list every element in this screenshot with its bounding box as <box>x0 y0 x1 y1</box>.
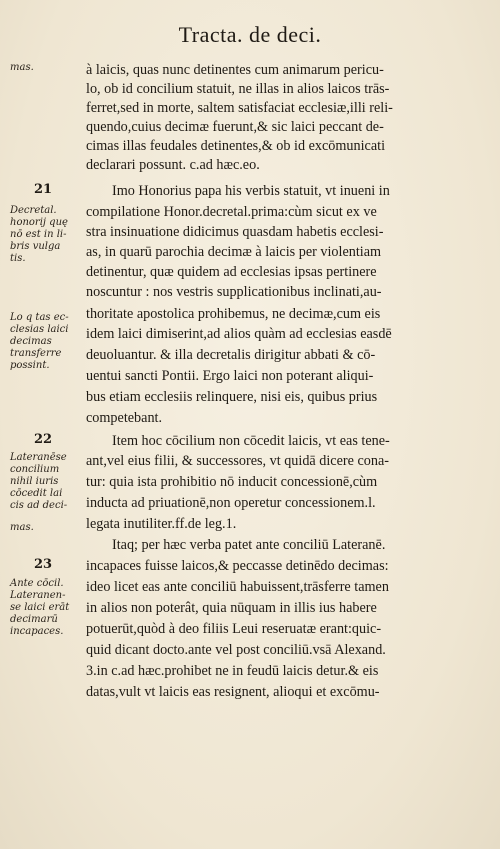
section-number: 22 <box>34 432 53 447</box>
margin-note <box>10 452 84 534</box>
text-line: noscuntur : nos vestris supplicationibus inclinati,au- <box>86 284 382 300</box>
text-line: in alios non poterât, quia nūquam in illis ius habere <box>86 600 377 616</box>
text-line: Itaq; per hæc verba patet ante conciliū Lateranē. <box>112 537 386 553</box>
text-line: compilatione Honor.decretal.prima:cùm sicut ex ve <box>86 204 377 220</box>
text-line: inducta ad priuationē,non operetur concessionem.l. <box>86 495 376 511</box>
text-line: potuerūt,quòd à deo filiis Leui reseruatæ erant:quic- <box>86 621 382 637</box>
margin-line: Lo q tas ec- <box>10 312 69 323</box>
text-line: à laicis, quas nunc detinentes cum animarum pericu- <box>86 62 384 78</box>
margin-line: mas. <box>10 62 34 73</box>
margin-line: bris vulga <box>10 241 61 252</box>
margin-line: tis. <box>10 253 26 264</box>
margin-line: mas. <box>10 522 34 533</box>
text-line: bus etiam ecclesiis relinquere, nisi eis, quibus prius <box>86 389 378 405</box>
text-line: ferret,sed in morte, saltem satisfaciat ecclesiæ,illi reli- <box>86 100 393 116</box>
margin-line: se laici erāt <box>10 602 70 613</box>
text-line: quid dicant docto.ante vel post conciliū.vsā Alexand. <box>86 642 386 658</box>
text-line: lo, ob id concilium statuit, ne illas in alios laicos trās- <box>86 81 390 97</box>
margin-line: decimas <box>10 336 52 347</box>
text-line: detinentur, quæ quidem ad ecclesias ipsas pertinere <box>86 264 377 280</box>
text-line: tur: quia ista prohibitio nō inducit concessionē,cùm <box>86 474 378 490</box>
margin-line: cōcedit lai <box>10 488 63 499</box>
text-line: deuoluantur. & illa decretalis dirigitur abbati & cō- <box>86 347 376 363</box>
section-number: 21 <box>34 182 53 197</box>
text-line: thoritate apostolica prohibemus, ne decimæ,cum eis <box>86 306 381 322</box>
text-line: cimas illas feudales detinentes,& ob id excōmunicati <box>86 138 386 154</box>
margin-line: cis ad deci- <box>10 500 68 511</box>
margin-line: clesias laici <box>10 324 69 335</box>
margin-line: nō est in li- <box>10 229 67 240</box>
text-line: incapaces fuisse laicos,& peccasse detinēdo decimas: <box>86 558 389 574</box>
margin-line: possint. <box>10 360 50 371</box>
margin-line: nihil iuris <box>10 476 59 487</box>
margin-note <box>10 62 84 74</box>
text-line: stra insinuatione didicimus quasdam habetis ecclesi- <box>86 224 384 240</box>
margin-line: transferre <box>10 348 62 359</box>
text-line: as, in quarū parochia decimæ à laicis per violentiam <box>86 244 382 260</box>
text-line: uentui sancti Pontii. Ergo laici non poterant aliqui- <box>86 368 374 384</box>
text-line: Imo Honorius papa his verbis statuit, vt inueni in <box>112 183 390 199</box>
text-line: idem laici dimiserint,ad alios quàm ad ecclesias easdē <box>86 326 392 342</box>
margin-line: honorij quę <box>10 217 68 228</box>
text-line: ant,vel eius filii, & successores, vt quidā dicere cona- <box>86 453 389 469</box>
text-line: quendo,cuius decimæ fuerunt,& sic laici peccant de- <box>86 119 384 135</box>
margin-line: concilium <box>10 464 60 475</box>
margin-line: Decretal. <box>10 205 57 216</box>
text-line: ideo licet eas ante conciliū habuissent,trāsferre tamen <box>86 579 389 595</box>
text-line: datas,vult vt laicis eas resignent, alioqui et excōmu- <box>86 684 380 700</box>
margin-note <box>10 205 84 265</box>
text-line: Item hoc cōcilium non cōcedit laicis, vt eas tene- <box>112 433 390 449</box>
margin-line: Ante cōcil. <box>10 578 64 589</box>
margin-note <box>10 312 84 372</box>
section-number: 23 <box>34 557 53 572</box>
text-line: 3.in c.ad hæc.prohibet ne in feudū laicis detur.& eis <box>86 663 379 679</box>
text-line: competebant. <box>86 410 163 426</box>
margin-line: decimarū <box>10 614 58 625</box>
running-head: Tracta. de deci. <box>178 22 322 47</box>
margin-line: Lateranen- <box>10 590 66 601</box>
margin-line: Lateranēse <box>10 452 67 463</box>
margin-note <box>10 578 84 638</box>
text-line: legata inutiliter.ff.de leg.1. <box>86 516 237 532</box>
text-line: declarari possunt. c.ad hæc.eo. <box>86 157 260 173</box>
margin-line: incapaces. <box>10 626 64 637</box>
